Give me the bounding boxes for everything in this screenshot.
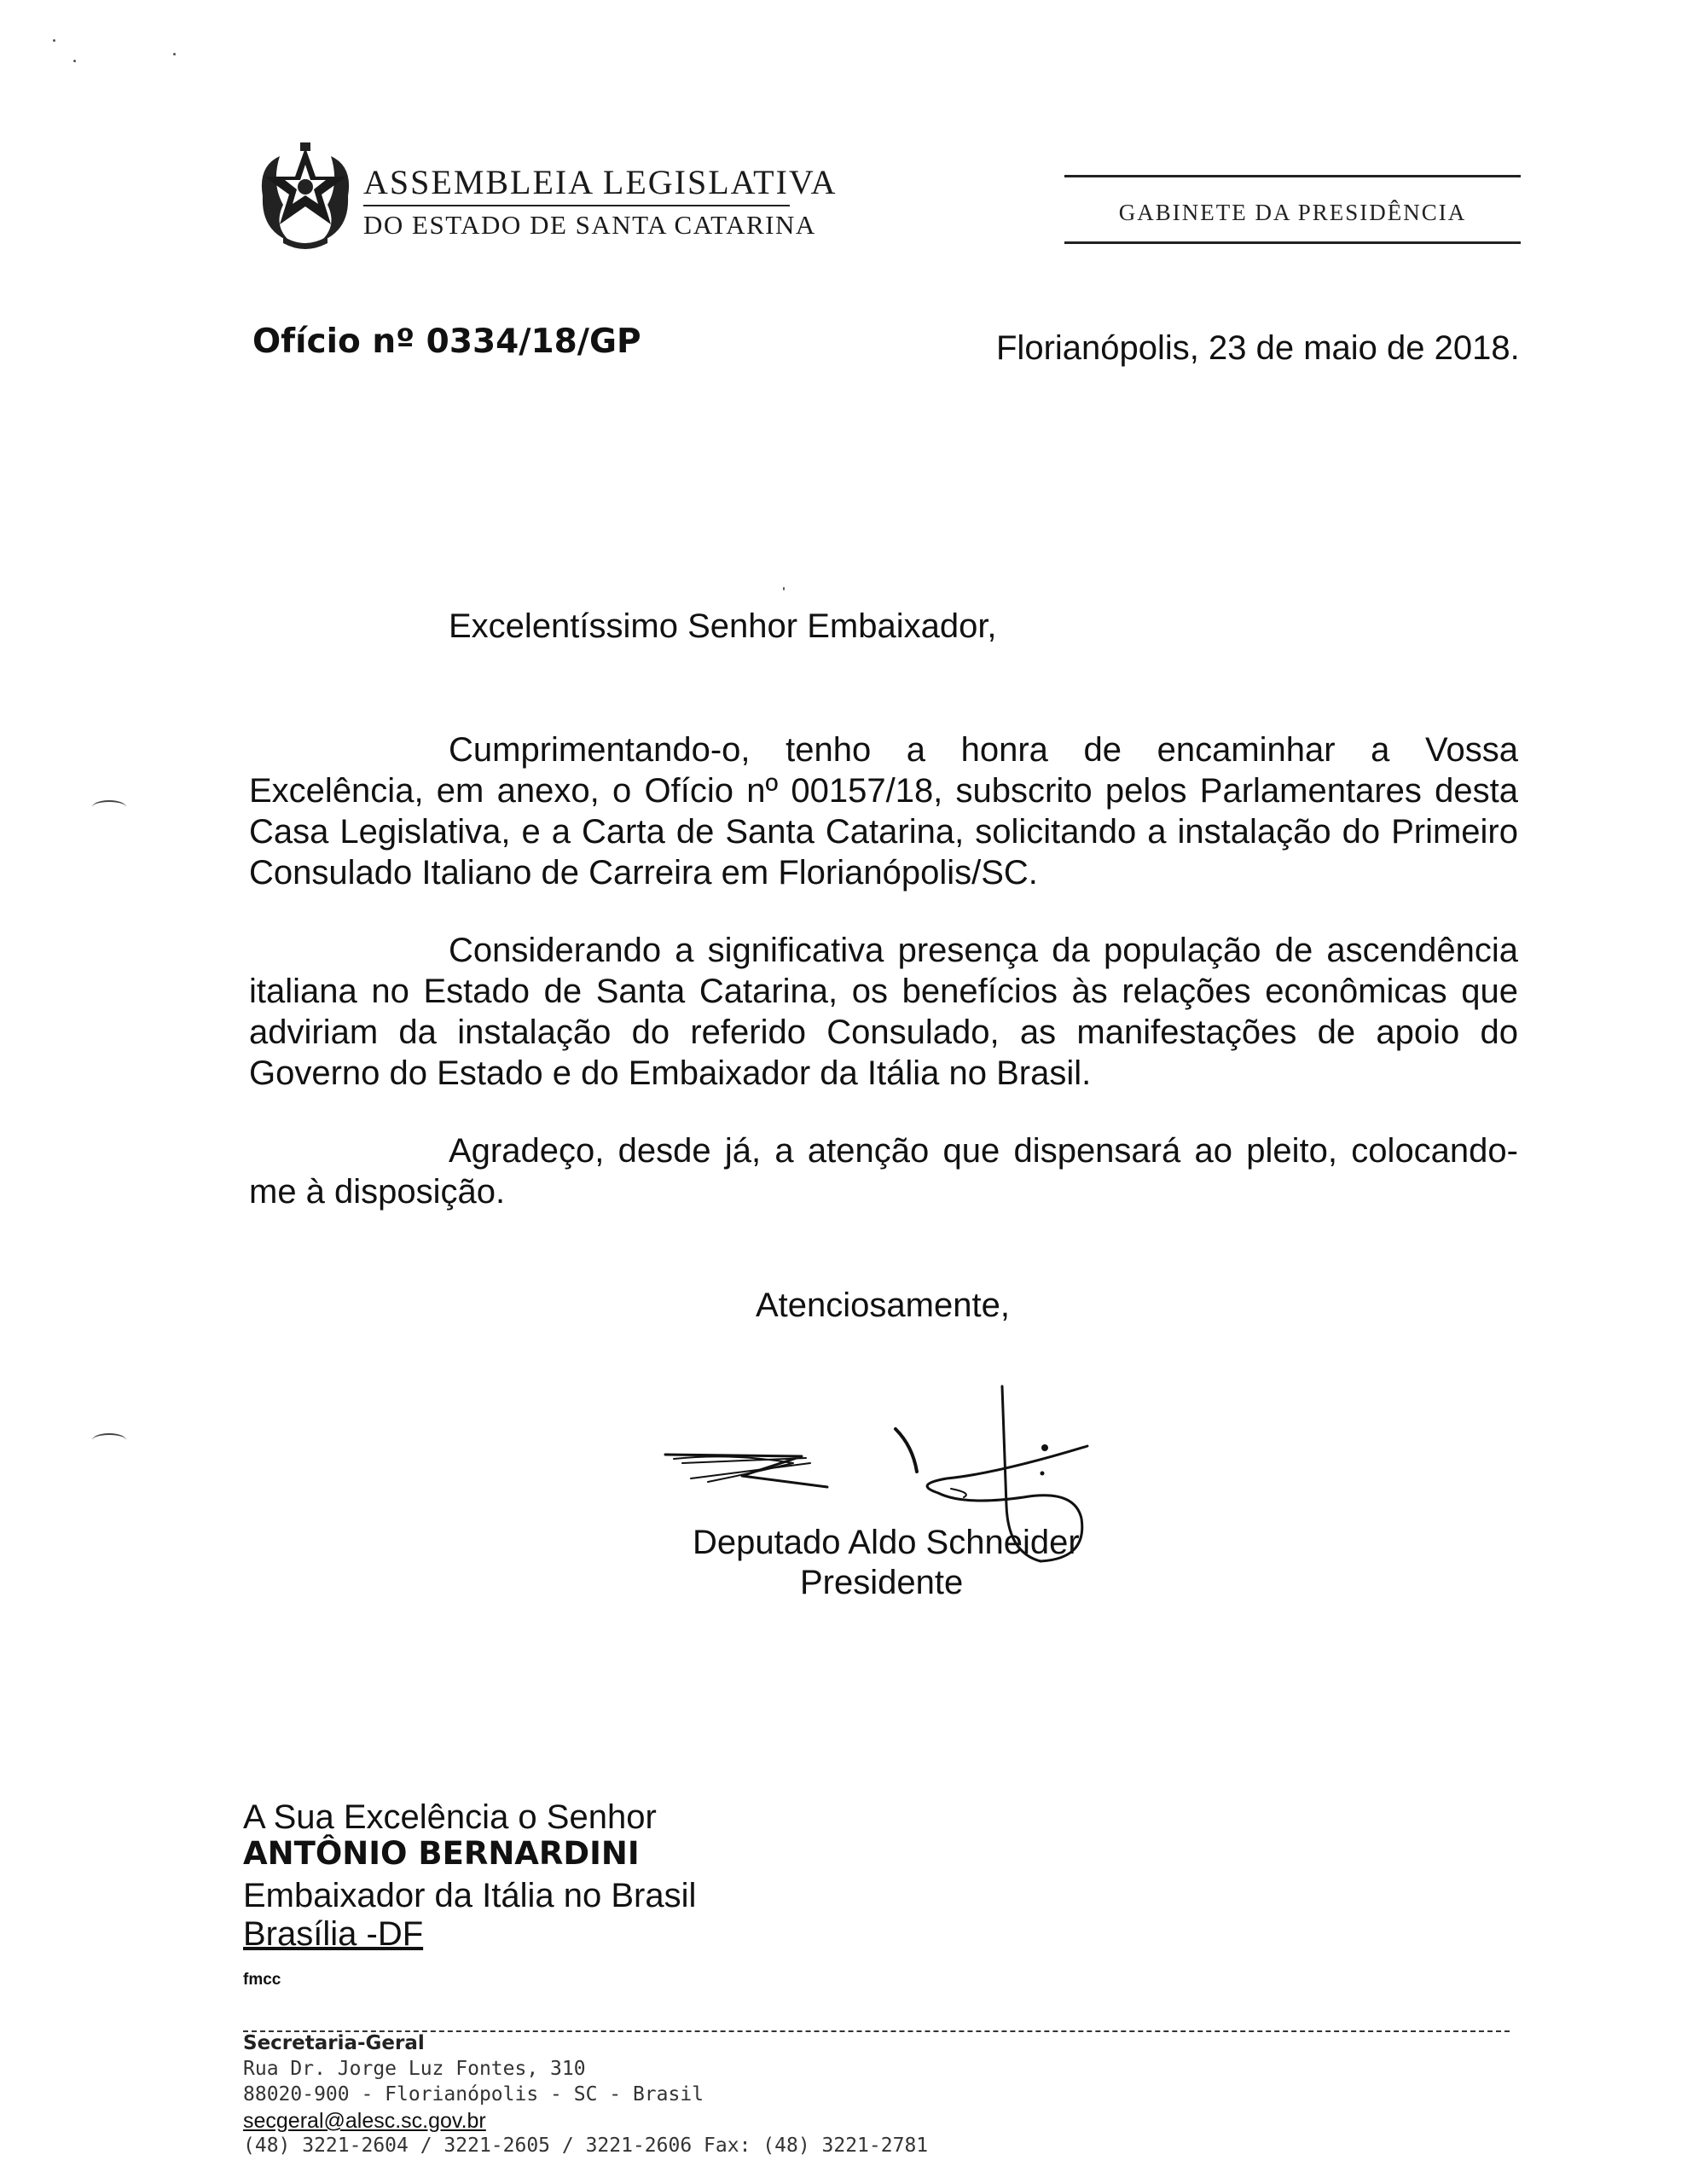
scan-speck [53, 39, 55, 42]
body-paragraph: Considerando a significativa presença da população de ascendência italiana no Estado de Santa Catarina, os benefícios às relações econômicas que adviriam da instalação do referido Consulado, as manifestações de apoio do Governo do Estado e do Embaixador da Itália no Brasil. [249, 932, 1518, 1092]
document-reference: Ofício nº 0334/18/GP [252, 322, 641, 361]
recipient-role: Embaixador da Itália no Brasil [243, 1877, 697, 1914]
recipient-name: ANTÔNIO BERNARDINI [243, 1835, 640, 1872]
recipient-city: Brasília -DF [243, 1915, 424, 1953]
signer-name: Deputado Aldo Schneider [693, 1524, 1080, 1561]
signer-title: Presidente [800, 1564, 964, 1601]
punch-hole-mark [92, 800, 126, 814]
footer-phones: (48) 3221-2604 / 3221-2605 / 3221-2606 Fax: (48) 3221-2781 [243, 2135, 929, 2157]
footer-email-link[interactable]: secgeral@alesc.sc.gov.br [243, 2109, 486, 2133]
typist-initials: fmcc [243, 1971, 281, 1989]
scan-speck [73, 60, 76, 62]
scan-speck [783, 587, 785, 590]
closing: Atenciosamente, [756, 1287, 1010, 1324]
footer-city: 88020-900 - Florianópolis - SC - Brasil [243, 2083, 704, 2106]
footer-street: Rua Dr. Jorge Luz Fontes, 310 [243, 2058, 586, 2080]
body-paragraph: Agradeço, desde já, a atenção que dispensará ao pleito, colocando-me à disposição. [249, 1132, 1518, 1211]
organization-state: DO ESTADO DE SANTA CATARINA [363, 210, 816, 240]
footer-department: Secretaria-Geral [243, 2032, 425, 2054]
organization-name: ASSEMBLEIA LEGISLATIVA [363, 163, 838, 201]
scan-speck [173, 53, 176, 55]
salutation: Excelentíssimo Senhor Embaixador, [449, 607, 997, 645]
office-rule-top [1064, 175, 1521, 177]
place-and-date: Florianópolis, 23 de maio de 2018. [996, 329, 1520, 367]
punch-hole-mark [92, 1433, 126, 1447]
state-coat-of-arms-icon [254, 141, 357, 252]
office-rule-bottom [1064, 241, 1521, 244]
office-name: GABINETE DA PRESIDÊNCIA [1118, 200, 1467, 225]
footer-divider [243, 2030, 1510, 2032]
body-paragraph: Cumprimentando-o, tenho a honra de encaminhar a Vossa Excelência, em anexo, o Ofício nº 00157/18, subscrito pelos Parlamentares desta Casa Legislativa, e a Carta de Santa Catarina, solicitando a instalação do Primeiro Consulado Italiano de Carreira em Florianópolis/SC. [249, 731, 1518, 892]
recipient-salutation: A Sua Excelência o Senhor [243, 1798, 657, 1836]
letterhead-divider [363, 205, 790, 206]
